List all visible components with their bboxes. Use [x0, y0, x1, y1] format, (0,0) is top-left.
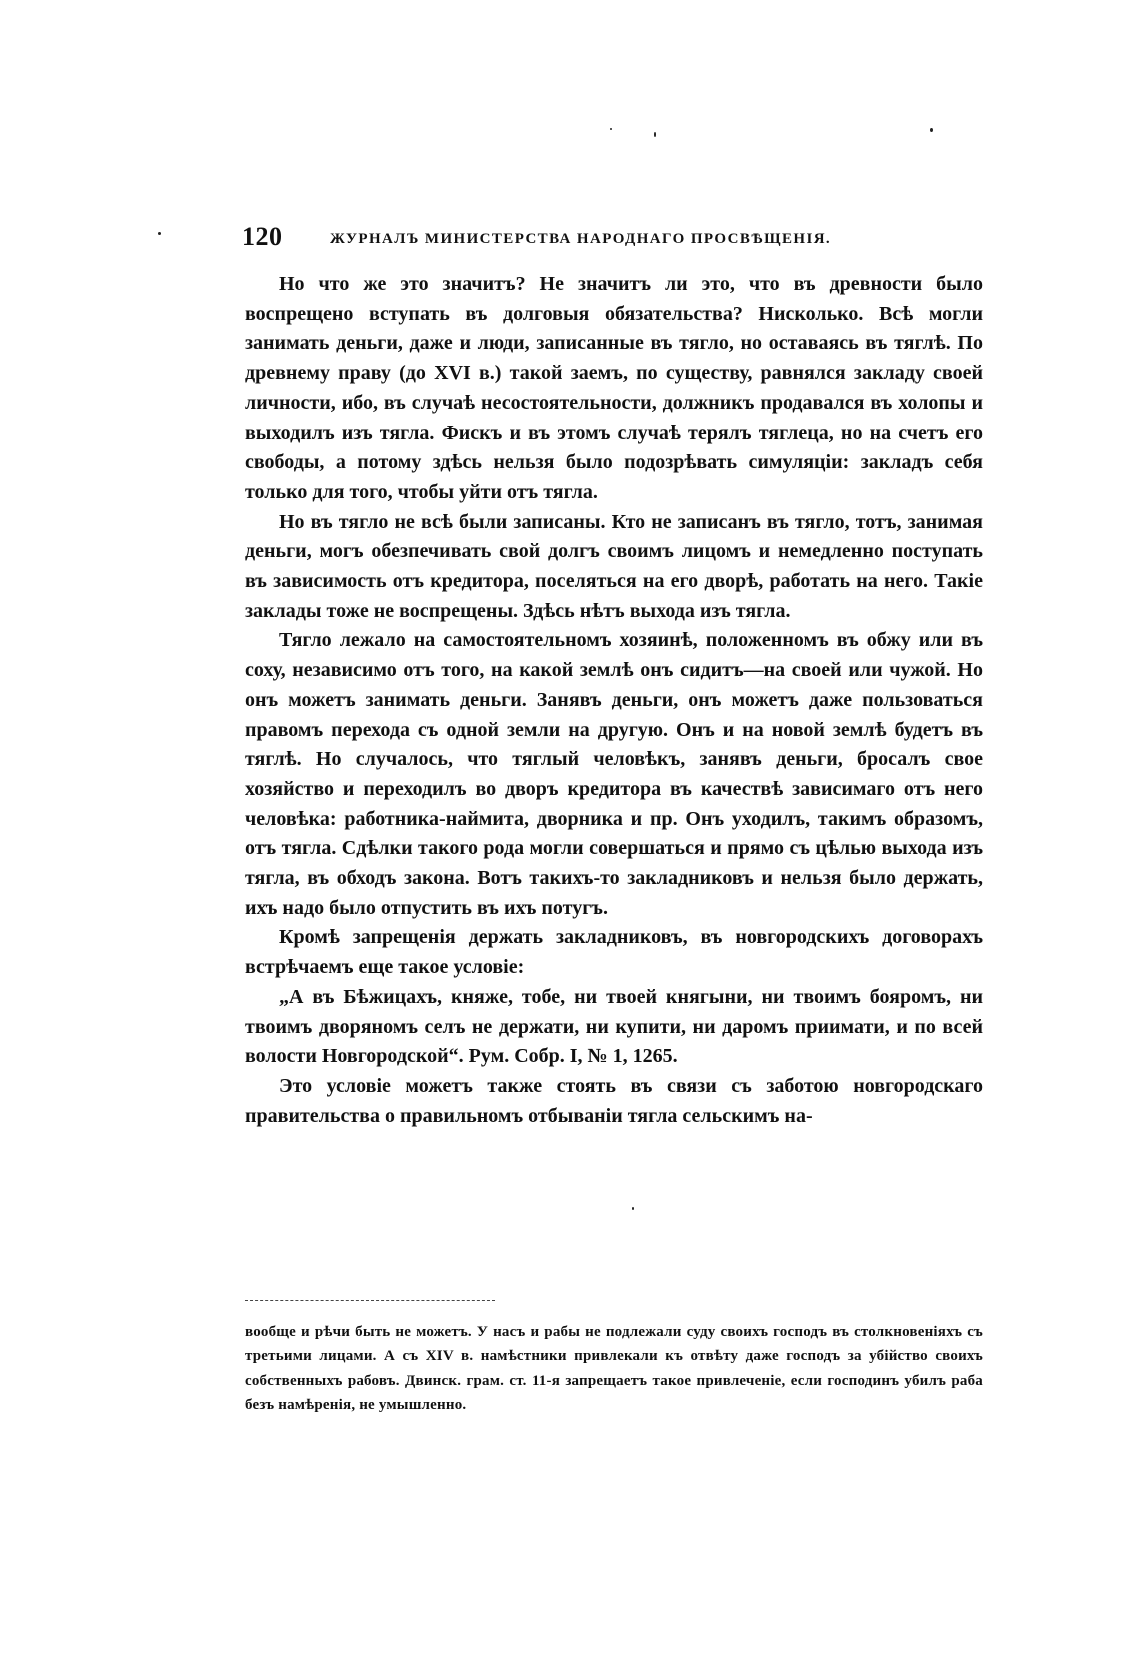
- page-header: [242, 222, 982, 256]
- scan-speck: [610, 128, 612, 130]
- scan-speck: [930, 128, 933, 132]
- footnote: [245, 1320, 983, 1418]
- body-paragraph: Это условіе можетъ также стоять въ связи съ заботою новгородскаго правительства о правильномъ отбываніи тягла сельскимъ на-: [245, 1074, 983, 1127]
- body-text: [245, 270, 983, 1131]
- body-paragraph: Кромѣ запрещенія держать закладниковъ, въ новгородскихъ договорахъ встрѣчаемъ еще такое условіе:: [245, 926, 983, 979]
- body-paragraph: Тягло лежало на самостоятельномъ хозяинѣ, положенномъ въ обжу или въ соху, независимо отъ того, на какой землѣ онъ сидитъ—на своей или чужой. Но онъ можетъ занимать деньги. Занявъ деньги, онъ можетъ даже пользоваться правомъ перехода съ одной земли на другую. Онъ и на новой землѣ будетъ въ тяглѣ. Но случалось, что тяглый человѣкъ, занявъ деньги, бросалъ свое хозяйство и переходилъ во дворъ кредитора въ качествѣ зависимаго отъ него человѣка: работника-наймита, дворника и пр. Онъ уходилъ, такимъ образомъ, отъ тягла. Сдѣлки такого рода могли совершаться и прямо съ цѣлью выхода изъ тягла, въ обходъ закона. Вотъ такихъ-то закладниковъ и нельзя было держать, ихъ надо было отпустить въ ихъ потугъ.: [245, 629, 983, 919]
- scan-speck: [654, 132, 656, 137]
- scan-speck: [158, 232, 161, 235]
- running-title: ЖУРНАЛЪ МИНИСТЕРСТВА НАРОДНАГО ПРОСВѢЩЕНІЯ.: [330, 231, 832, 247]
- scan-speck: [632, 1207, 634, 1210]
- footnote-separator: [245, 1300, 495, 1301]
- body-paragraph: Но въ тягло не всѣ были записаны. Кто не записанъ въ тягло, тотъ, занимая деньги, могъ обезпечивать свой долгъ своимъ лицомъ и немедленно поступать въ зависимость отъ кредитора, поселяться на его дворѣ, работать на него. Такіе заклады тоже не воспрещены. Здѣсь нѣтъ выхода изъ тягла.: [245, 510, 983, 622]
- body-paragraph: Но что же это значитъ? Не значитъ ли это, что въ древности было воспрещено вступать въ долговыя обязательства? Нисколько. Всѣ могли занимать деньги, даже и люди, записанные въ тягло, но оставаясь въ тяглѣ. По древнему праву (до XVI в.) такой заемъ, по существу, равнялся закладу своей личности, ибо, въ случаѣ несостоятельности, должникъ продавался въ холопы и выходилъ изъ тягла. Фискъ и въ этомъ случаѣ терялъ тяглеца, но на счетъ его свободы, а потому здѣсь нельзя было подозрѣвать симуляціи: закладъ себя только для того, чтобы уйти отъ тягла.: [245, 273, 983, 503]
- page-number: 120: [242, 222, 283, 251]
- footnote-text: вообще и рѣчи быть не можетъ. У насъ и рабы не подлежали суду своихъ господъ въ столкновеніяхъ съ третьими лицами. А съ XIV в. намѣстники привлекали къ отвѣту даже господъ за убійство своихъ собственныхъ рабовъ. Двинск. грам. ст. 11-я запрещаетъ такое привлеченіе, если господинъ убилъ раба безъ намѣренія, не умышленно.: [245, 1324, 983, 1414]
- quotation-paragraph: „А въ Бѣжицахъ, княже, тобе, ни твоей княгыни, ни твоимъ бояромъ, ни твоимъ дворяномъ селъ не держати, ни купити, ни даромъ приимати, и по всей волости Новгородской“. Рум. Собр. I, № 1, 1265.: [245, 985, 983, 1068]
